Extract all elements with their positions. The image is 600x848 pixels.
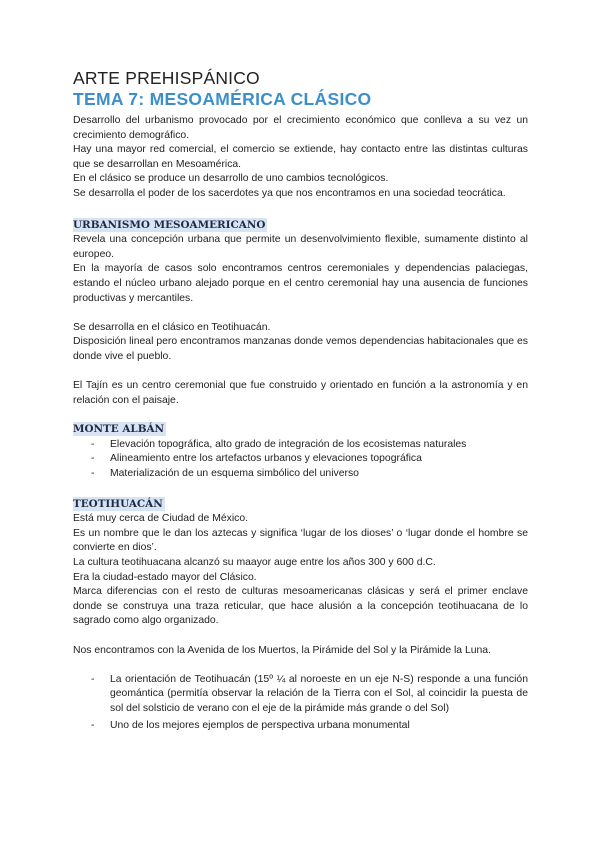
bullet-dash: -: [91, 453, 95, 465]
monte-alban-list: [73, 438, 528, 482]
urbanismo-paragraph: Revela una concepción urbana que permite un desenvolvimiento flexible, sumamente distinto al europeo.: [73, 234, 528, 260]
bullet-dash: -: [91, 468, 95, 480]
intro-paragraph: Desarrollo del urbanismo provocado por el crecimiento económico que conlleva a su vez un crecimiento demográfico.: [73, 115, 528, 141]
section-heading-teotihuacan: TEOTIHUACÁN: [73, 497, 163, 510]
teotihuacan-paragraph: Está muy cerca de Ciudad de México.: [73, 513, 248, 525]
teotihuacan-paragraph: Era la ciudad-estado mayor del Clásico.: [73, 571, 257, 583]
bullet-dash: -: [91, 438, 95, 450]
teotihuacan-paragraph: Nos encontramos con la Avenida de los Muertos, la Pirámide del Sol y la Pirámide la Luna.: [73, 644, 491, 656]
intro-paragraph: En el clásico se produce un desarrollo de uno cambios tecnológicos.: [73, 173, 389, 185]
intro-paragraph: Hay una mayor red comercial, el comercio se extiende, hay contacto entre las distintas culturas que se desarrollan en Mesoamérica.: [73, 144, 528, 170]
list-item: - La orientación de Teotihuacán (15º ¼ al noroeste en un eje N-S) responde a una función geomántica (permitía observar la relación de la Tierra con el Sol, al coincidir la puesta de sol del solsticio de verano con el eje de la pirámide más grande o del Sol): [91, 673, 528, 714]
course-title: ARTE PREHISPÁNICO: [73, 68, 260, 88]
teotihuacan-paragraph: Marca diferencias con el resto de culturas mesoamericanas clásicas y será el primer enclave donde se construya una traza reticular, que hace alusión a la concepción teotihuacana de lo sagrado como algo organizado.: [73, 586, 528, 627]
teotihuacan-paragraph: Es un nombre que le dan los aztecas y significa ‘lugar de los dioses’ o ‘lugar donde el hombre se convierte en dios’.: [73, 527, 528, 554]
teotihuacan-paragraph: La cultura teotihuacana alcanzó su maayor auge entre los años 300 y 600 d.C.: [73, 557, 436, 569]
list-item: - Elevación topográfica, alto grado de integración de los ecosistemas naturales: [73, 438, 528, 453]
intro-paragraph: Se desarrolla el poder de los sacerdotes ya que nos encontramos en una sociedad teocrática.: [73, 187, 506, 199]
bullet-dash: -: [91, 673, 95, 685]
bullet-dash: -: [91, 719, 95, 731]
page-title: TEMA 7: MESOAMÉRICA CLÁSICO: [73, 89, 372, 109]
list-item: - Alineamiento entre los artefactos urbanos y elevaciones topográfica: [73, 452, 528, 467]
urbanismo-paragraph: El Tajín es un centro ceremonial que fue construido y orientado en función a la astronomía y en relación con el paisaje.: [73, 380, 528, 406]
list-item: - Uno de los mejores ejemplos de perspectiva urbana monumental: [73, 719, 528, 734]
document-page: [73, 68, 528, 735]
list-item: - Materialización de un esquema simbólico del universo: [73, 467, 528, 482]
urbanismo-paragraph: Se desarrolla en el clásico en Teotihuacán.: [73, 321, 271, 333]
section-heading-monte-alban: MONTE ALBÁN: [73, 423, 165, 436]
section-heading-urbanismo: URBANISMO MESOAMERICANO: [73, 218, 266, 231]
urbanismo-paragraph: En la mayoría de casos solo encontramos centros ceremoniales y dependencias palaciegas, estando el núcleo urbano alejado porque en el centro ceremonial hay una ausencia de funciones productivas y mercantiles.: [73, 263, 528, 304]
urbanismo-paragraph: Disposición lineal pero encontramos manzanas donde vemos dependencias habitacionales que es donde vive el pueblo.: [73, 336, 528, 362]
teotihuacan-list: [73, 673, 528, 733]
